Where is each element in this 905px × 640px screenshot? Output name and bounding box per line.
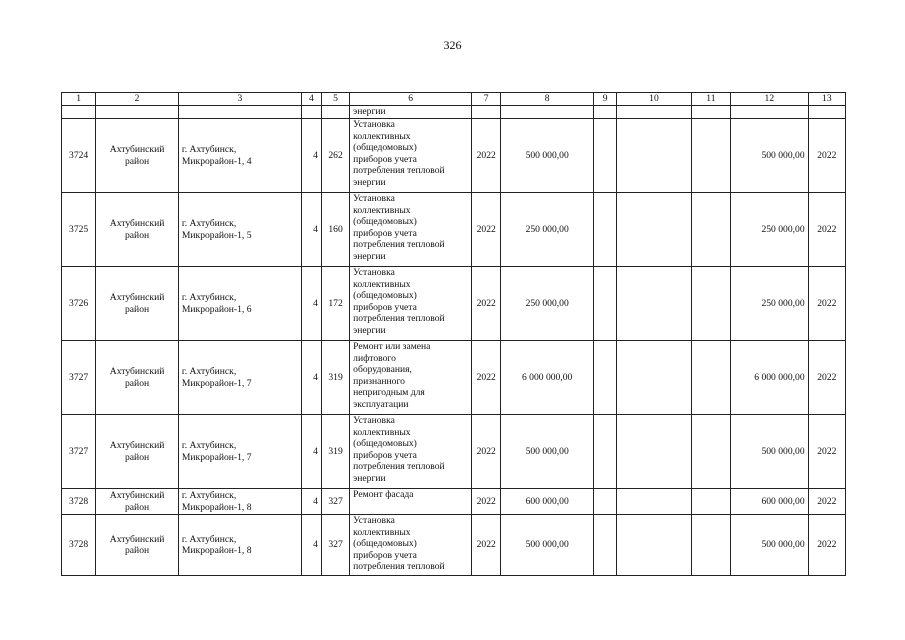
work-type-line: потребления тепловой [353, 313, 445, 324]
column-4-cell: 4 [301, 119, 321, 193]
work-type-line: оборудования, [353, 364, 412, 375]
column-number-5: 5 [321, 93, 349, 106]
work-type-cell [350, 515, 472, 576]
table-row [62, 119, 846, 193]
column-5-cell: 319 [321, 341, 349, 415]
work-type-line: (общедомовых) [353, 538, 417, 549]
column-10-cell [617, 267, 692, 341]
column-5-cell: 172 [321, 267, 349, 341]
column-12-cost-cell: 6 000 000,00 [731, 341, 809, 415]
district-cell: Ахтубинский район [96, 119, 179, 193]
column-number-9: 9 [594, 93, 617, 106]
work-type-line: непригодным для [353, 387, 425, 398]
work-type-line: лифтового [353, 352, 396, 364]
column-4-cell: 4 [301, 415, 321, 489]
table-cell [178, 106, 301, 119]
work-type-cell [350, 341, 472, 415]
address-cell: г. Ахтубинск, Микрорайон-1, 5 [178, 193, 301, 267]
table-row [62, 489, 846, 515]
work-type-line: (общедомовых) [353, 142, 417, 153]
work-type-line: коллективных [353, 130, 411, 142]
table-cell [594, 106, 617, 119]
district-cell: Ахтубинский район [96, 341, 179, 415]
column-number-10: 10 [617, 93, 692, 106]
work-type-cell [350, 193, 472, 267]
table-row [62, 341, 846, 415]
district-cell: Ахтубинский район [96, 267, 179, 341]
table-cell [691, 106, 730, 119]
column-number-4: 4 [301, 93, 321, 106]
total-cost-cell: 250 000,00 [501, 267, 594, 341]
column-9-cell [594, 119, 617, 193]
work-type-line: эксплуатации [353, 398, 409, 410]
column-9-cell [594, 193, 617, 267]
work-type-line: Установка [353, 267, 395, 278]
work-type-line: Установка [353, 193, 395, 204]
column-number-2: 2 [96, 93, 179, 106]
work-type-cell [350, 489, 472, 515]
work-type-line: Установка [353, 515, 395, 526]
row-number-cell: 3726 [62, 267, 96, 341]
table-row [62, 267, 846, 341]
work-type-line: коллективных [353, 426, 411, 438]
total-cost-cell: 500 000,00 [501, 119, 594, 193]
work-type-line: признанного [353, 375, 405, 387]
column-number-12: 12 [731, 93, 809, 106]
column-11-cell [691, 119, 730, 193]
table-cell [808, 106, 845, 119]
work-type-line: энергии [353, 472, 386, 484]
total-cost-cell: 500 000,00 [501, 515, 594, 576]
table-cell [472, 106, 501, 119]
column-13-year-cell: 2022 [808, 515, 845, 576]
row-number-cell: 3724 [62, 119, 96, 193]
column-5-cell: 327 [321, 515, 349, 576]
row-number-cell: 3728 [62, 489, 96, 515]
continuation-text: энергии [350, 106, 472, 119]
year-cell: 2022 [472, 267, 501, 341]
column-9-cell [594, 341, 617, 415]
year-cell: 2022 [472, 489, 501, 515]
table-row [62, 515, 846, 576]
district-cell: Ахтубинский район [96, 415, 179, 489]
district-cell: Ахтубинский район [96, 515, 179, 576]
work-type-line: приборов учета [353, 153, 417, 165]
column-13-year-cell: 2022 [808, 341, 845, 415]
work-type-line: Ремонт или замена [353, 341, 431, 352]
column-5-cell: 160 [321, 193, 349, 267]
table-cell [62, 106, 96, 119]
column-9-cell [594, 515, 617, 576]
column-number-8: 8 [501, 93, 594, 106]
column-12-cost-cell: 500 000,00 [731, 515, 809, 576]
column-4-cell: 4 [301, 267, 321, 341]
column-10-cell [617, 515, 692, 576]
work-type-line: энергии [353, 324, 386, 336]
table-cell [731, 106, 809, 119]
column-9-cell [594, 415, 617, 489]
year-cell: 2022 [472, 119, 501, 193]
column-12-cost-cell: 600 000,00 [731, 489, 809, 515]
year-cell: 2022 [472, 341, 501, 415]
column-12-cost-cell: 250 000,00 [731, 267, 809, 341]
work-type-line: (общедомовых) [353, 438, 417, 449]
table-cell [321, 106, 349, 119]
total-cost-cell: 6 000 000,00 [501, 341, 594, 415]
address-cell: г. Ахтубинск, Микрорайон-1, 7 [178, 415, 301, 489]
address-cell: г. Ахтубинск, Микрорайон-1, 4 [178, 119, 301, 193]
work-type-line: энергии [353, 176, 386, 188]
row-number-cell: 3727 [62, 415, 96, 489]
column-9-cell [594, 489, 617, 515]
work-type-line: приборов учета [353, 549, 417, 561]
column-11-cell [691, 489, 730, 515]
column-number-13: 13 [808, 93, 845, 106]
column-9-cell [594, 267, 617, 341]
year-cell: 2022 [472, 193, 501, 267]
column-number-11: 11 [691, 93, 730, 106]
column-10-cell [617, 119, 692, 193]
table-row [62, 415, 846, 489]
work-type-line: Ремонт фасада [353, 489, 414, 500]
page-number: 326 [443, 38, 462, 52]
column-4-cell: 4 [301, 341, 321, 415]
column-13-year-cell: 2022 [808, 267, 845, 341]
work-type-line: Установка [353, 119, 395, 130]
row-number-cell: 3728 [62, 515, 96, 576]
address-cell: г. Ахтубинск, Микрорайон-1, 6 [178, 267, 301, 341]
district-cell: Ахтубинский район [96, 193, 179, 267]
column-10-cell [617, 341, 692, 415]
work-type-line: (общедомовых) [353, 290, 417, 301]
column-number-1: 1 [62, 93, 96, 106]
work-type-line: потребления тепловой [353, 165, 445, 176]
address-cell: г. Ахтубинск, Микрорайон-1, 7 [178, 341, 301, 415]
column-5-cell: 319 [321, 415, 349, 489]
column-number-7: 7 [472, 93, 501, 106]
work-type-line: приборов учета [353, 449, 417, 461]
column-11-cell [691, 341, 730, 415]
column-4-cell: 4 [301, 489, 321, 515]
year-cell: 2022 [472, 515, 501, 576]
table-header-row [62, 93, 846, 106]
table-cell [617, 106, 692, 119]
column-10-cell [617, 193, 692, 267]
row-number-cell: 3725 [62, 193, 96, 267]
work-type-line: потребления тепловой [353, 561, 445, 572]
column-13-year-cell: 2022 [808, 193, 845, 267]
total-cost-cell: 500 000,00 [501, 415, 594, 489]
work-type-line: коллективных [353, 278, 411, 290]
column-4-cell: 4 [301, 193, 321, 267]
work-type-cell [350, 415, 472, 489]
work-type-line: (общедомовых) [353, 216, 417, 227]
work-type-line: энергии [353, 250, 386, 262]
column-13-year-cell: 2022 [808, 415, 845, 489]
address-cell: г. Ахтубинск, Микрорайон-1, 8 [178, 489, 301, 515]
work-type-line: приборов учета [353, 227, 417, 239]
column-12-cost-cell: 250 000,00 [731, 193, 809, 267]
work-type-line: приборов учета [353, 301, 417, 313]
column-11-cell [691, 193, 730, 267]
address-cell: г. Ахтубинск, Микрорайон-1, 8 [178, 515, 301, 576]
district-cell: Ахтубинский район [96, 489, 179, 515]
row-number-cell: 3727 [62, 341, 96, 415]
program-table [61, 92, 846, 576]
total-cost-cell: 600 000,00 [501, 489, 594, 515]
work-type-line: Установка [353, 415, 395, 426]
column-number-6: 6 [350, 93, 472, 106]
year-cell: 2022 [472, 415, 501, 489]
work-type-line: потребления тепловой [353, 461, 445, 472]
column-4-cell: 4 [301, 515, 321, 576]
total-cost-cell: 250 000,00 [501, 193, 594, 267]
work-type-cell [350, 267, 472, 341]
column-13-year-cell: 2022 [808, 489, 845, 515]
work-type-line: коллективных [353, 204, 411, 216]
column-10-cell [617, 489, 692, 515]
column-5-cell: 262 [321, 119, 349, 193]
column-10-cell [617, 415, 692, 489]
column-5-cell: 327 [321, 489, 349, 515]
column-11-cell [691, 267, 730, 341]
continuation-row [62, 106, 846, 119]
table-row [62, 193, 846, 267]
work-type-cell [350, 119, 472, 193]
table-cell [96, 106, 179, 119]
work-type-line: потребления тепловой [353, 239, 445, 250]
column-13-year-cell: 2022 [808, 119, 845, 193]
column-11-cell [691, 415, 730, 489]
table-cell [301, 106, 321, 119]
column-11-cell [691, 515, 730, 576]
column-number-3: 3 [178, 93, 301, 106]
table-cell [501, 106, 594, 119]
work-type-line: коллективных [353, 526, 411, 538]
column-12-cost-cell: 500 000,00 [731, 119, 809, 193]
column-12-cost-cell: 500 000,00 [731, 415, 809, 489]
